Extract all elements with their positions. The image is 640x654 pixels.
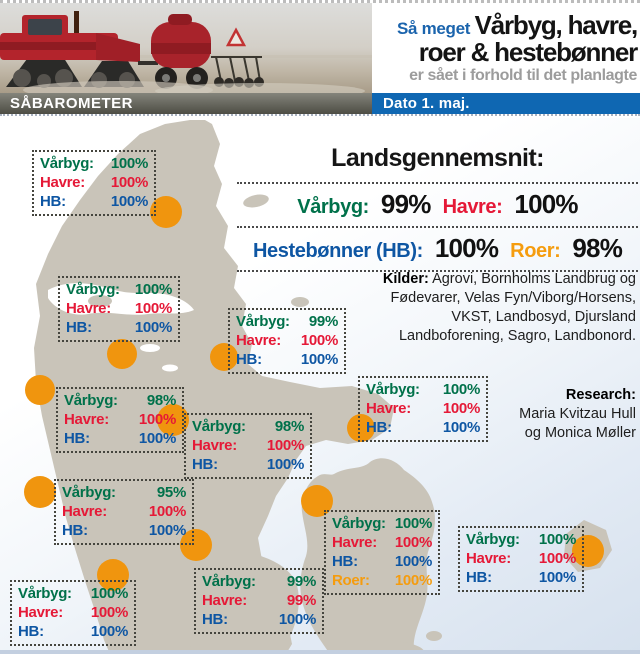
crop-label: HB: <box>40 193 66 210</box>
crop-label: HB: <box>66 319 92 336</box>
crop-label: HB: <box>236 351 262 368</box>
region-label-south-jutland <box>10 580 136 646</box>
region-label-east-jutland <box>228 308 346 374</box>
region-label-zealand <box>324 510 440 595</box>
crop-value: 100% <box>538 569 576 586</box>
crop-value: 100% <box>110 174 148 191</box>
national-average-title: Landsgennemsnit: <box>331 144 544 172</box>
national-average-row <box>237 182 638 226</box>
lake <box>162 365 178 372</box>
crop-label: Havre: <box>40 174 85 191</box>
crop-label: Havre: <box>442 196 503 218</box>
crop-row <box>192 455 304 474</box>
crop-label: Havre: <box>64 411 109 428</box>
research-credit <box>476 386 636 443</box>
crop-value: 100% <box>134 319 172 336</box>
crop-label: Vårbyg: <box>192 418 246 435</box>
lake <box>140 344 160 352</box>
crop-label: Vårbyg: <box>40 155 94 172</box>
crop-label: Havre: <box>66 300 111 317</box>
crop-row <box>332 533 432 552</box>
headline-intro: Så meget <box>396 19 471 38</box>
top-dotted-divider <box>0 0 640 3</box>
crop-label: Havre: <box>192 437 237 454</box>
bottom-border <box>0 650 640 654</box>
region-dot-mid-north-jutland <box>107 339 137 369</box>
crop-label: Vårbyg: <box>236 313 290 330</box>
crop-value: 100% <box>148 522 186 539</box>
island-anholt <box>291 297 309 307</box>
crop-value: 100% <box>90 623 128 640</box>
crop-value: 100% <box>538 550 576 567</box>
region-label-funen <box>194 568 324 634</box>
region-label-djursland <box>358 376 488 442</box>
crop-row <box>332 571 432 590</box>
national-average-row <box>237 226 638 272</box>
crop-row <box>40 192 148 211</box>
crop-label: Vårbyg: <box>66 281 120 298</box>
crop-row <box>366 418 480 437</box>
crop-value: 100% <box>148 503 186 520</box>
crop-row <box>202 572 316 591</box>
crop-row <box>62 483 186 502</box>
crop-value: 100% <box>442 400 480 417</box>
region-label-bornholm <box>458 526 584 592</box>
crop-row <box>192 417 304 436</box>
crop-value: 100% <box>134 300 172 317</box>
island-als <box>147 633 173 651</box>
crop-value: 99% <box>308 313 338 330</box>
crop-row <box>236 350 338 369</box>
national-average-panel <box>237 144 638 272</box>
masthead <box>0 3 640 93</box>
national-average-rows <box>237 182 638 272</box>
headline-subtitle: er sået i forhold til det planlagte <box>409 67 637 85</box>
crop-row <box>18 584 128 603</box>
crop-row <box>192 436 304 455</box>
crop-value: 100% <box>394 534 432 551</box>
crop-label: Hestebønner (HB): <box>252 240 423 262</box>
crop-value: 99% <box>286 592 316 609</box>
crop-label: Havre: <box>62 503 107 520</box>
crop-value: 100% <box>394 515 432 532</box>
region-label-north-jutland <box>32 150 156 216</box>
crop-label: Havre: <box>18 604 63 621</box>
crop-value: 100% <box>110 155 148 172</box>
sources-text: Agrovi, Bornholms Landbrug og Fødevarer, Velas Fyn/Viborg/Horsens, VKST, Landbosyd, Djursland Landboforening, Sagro, Landbonord. <box>390 271 636 344</box>
region-label-west-jutland <box>56 387 184 453</box>
crop-row <box>66 299 172 318</box>
crop-label: Vårbyg: <box>64 392 118 409</box>
region-label-southwest-jutland <box>54 479 194 545</box>
crop-label: HB: <box>18 623 44 640</box>
crop-row <box>466 549 576 568</box>
crop-label: Havre: <box>466 550 511 567</box>
crop-label: Havre: <box>236 332 281 349</box>
crop-label: Vårbyg: <box>202 573 256 590</box>
crop-row <box>40 173 148 192</box>
crop-value: 100% <box>138 411 176 428</box>
crop-label: Vårbyg: <box>332 515 386 532</box>
research-name-1: Maria Kvitzau Hull <box>519 406 636 422</box>
date-label: Dato 1. maj. <box>372 93 640 114</box>
crop-label: Vårbyg: <box>466 531 520 548</box>
crop-value: 100% <box>538 531 576 548</box>
crop-row <box>40 154 148 173</box>
crop-value: 99% <box>286 573 316 590</box>
crop-value: 98% <box>274 418 304 435</box>
crop-row <box>466 568 576 587</box>
crop-value: 100% <box>110 193 148 210</box>
crop-row <box>202 610 316 629</box>
region-label-central-jutland <box>184 413 312 479</box>
crop-value: 100% <box>266 437 304 454</box>
sources-label: Kilder: <box>382 271 429 287</box>
crop-value: 100% <box>300 351 338 368</box>
crop-row <box>202 591 316 610</box>
crop-value: 95% <box>156 484 186 501</box>
crop-label: HB: <box>366 419 392 436</box>
research-label: Research: <box>565 387 636 403</box>
research-name-2: og Monica Møller <box>524 425 636 441</box>
headline <box>373 10 637 85</box>
crop-row <box>466 530 576 549</box>
crop-label: HB: <box>192 456 218 473</box>
drawbar <box>138 61 158 65</box>
sources-note <box>374 270 636 346</box>
crop-value: 100% <box>300 332 338 349</box>
crop-value: 100% <box>434 233 499 263</box>
crop-value: 98% <box>146 392 176 409</box>
crop-value: 100% <box>266 456 304 473</box>
crop-row <box>18 603 128 622</box>
crop-row <box>366 399 480 418</box>
crop-row <box>62 521 186 540</box>
crop-row <box>66 318 172 337</box>
crop-row <box>62 502 186 521</box>
crop-value: 100% <box>138 430 176 447</box>
crop-row <box>66 280 172 299</box>
denmark-map-area <box>0 118 640 654</box>
region-label-mid-north-jutland <box>58 276 180 342</box>
crop-value: 100% <box>394 553 432 570</box>
region-dot-west-jutland <box>25 375 55 405</box>
crop-row <box>64 391 176 410</box>
crop-label: Vårbyg: <box>297 196 369 218</box>
crop-row <box>236 312 338 331</box>
section-header-bar <box>0 93 640 116</box>
crop-label: Havre: <box>332 534 377 551</box>
crop-label: HB: <box>64 430 90 447</box>
crop-label: HB: <box>466 569 492 586</box>
crop-value: 100% <box>514 189 578 219</box>
crop-label: Vårbyg: <box>62 484 116 501</box>
crop-value: 98% <box>572 233 623 263</box>
crop-row <box>64 429 176 448</box>
crop-row <box>18 622 128 641</box>
crop-value: 100% <box>134 281 172 298</box>
crop-value: 100% <box>90 604 128 621</box>
crop-label: Vårbyg: <box>366 381 420 398</box>
crop-value: 100% <box>442 381 480 398</box>
region-dot-southwest-jutland <box>24 476 56 508</box>
crop-value: 100% <box>90 585 128 602</box>
headline-line1: Vårbyg, havre, <box>474 10 637 40</box>
crop-label: Vårbyg: <box>18 585 72 602</box>
saabarometer-title: SÅBAROMETER <box>0 93 372 114</box>
crop-row <box>332 514 432 533</box>
crop-row <box>64 410 176 429</box>
crop-value: 100% <box>442 419 480 436</box>
headline-line2: roer & hestebønner <box>418 36 637 67</box>
island-moen <box>426 631 442 641</box>
crop-value: 99% <box>380 189 431 219</box>
crop-label: HB: <box>62 522 88 539</box>
crop-label: Havre: <box>366 400 411 417</box>
tractor-illustration <box>0 3 372 93</box>
crop-label: HB: <box>332 553 358 570</box>
crop-value: 100% <box>394 572 432 589</box>
crop-value: 100% <box>278 611 316 628</box>
crop-row <box>332 552 432 571</box>
crop-label: Roer: <box>332 572 370 589</box>
crop-row <box>236 331 338 350</box>
crop-row <box>366 380 480 399</box>
crop-label: Havre: <box>202 592 247 609</box>
crop-label: HB: <box>202 611 228 628</box>
tractor-photo <box>0 3 372 93</box>
crop-label: Roer: <box>510 240 561 262</box>
